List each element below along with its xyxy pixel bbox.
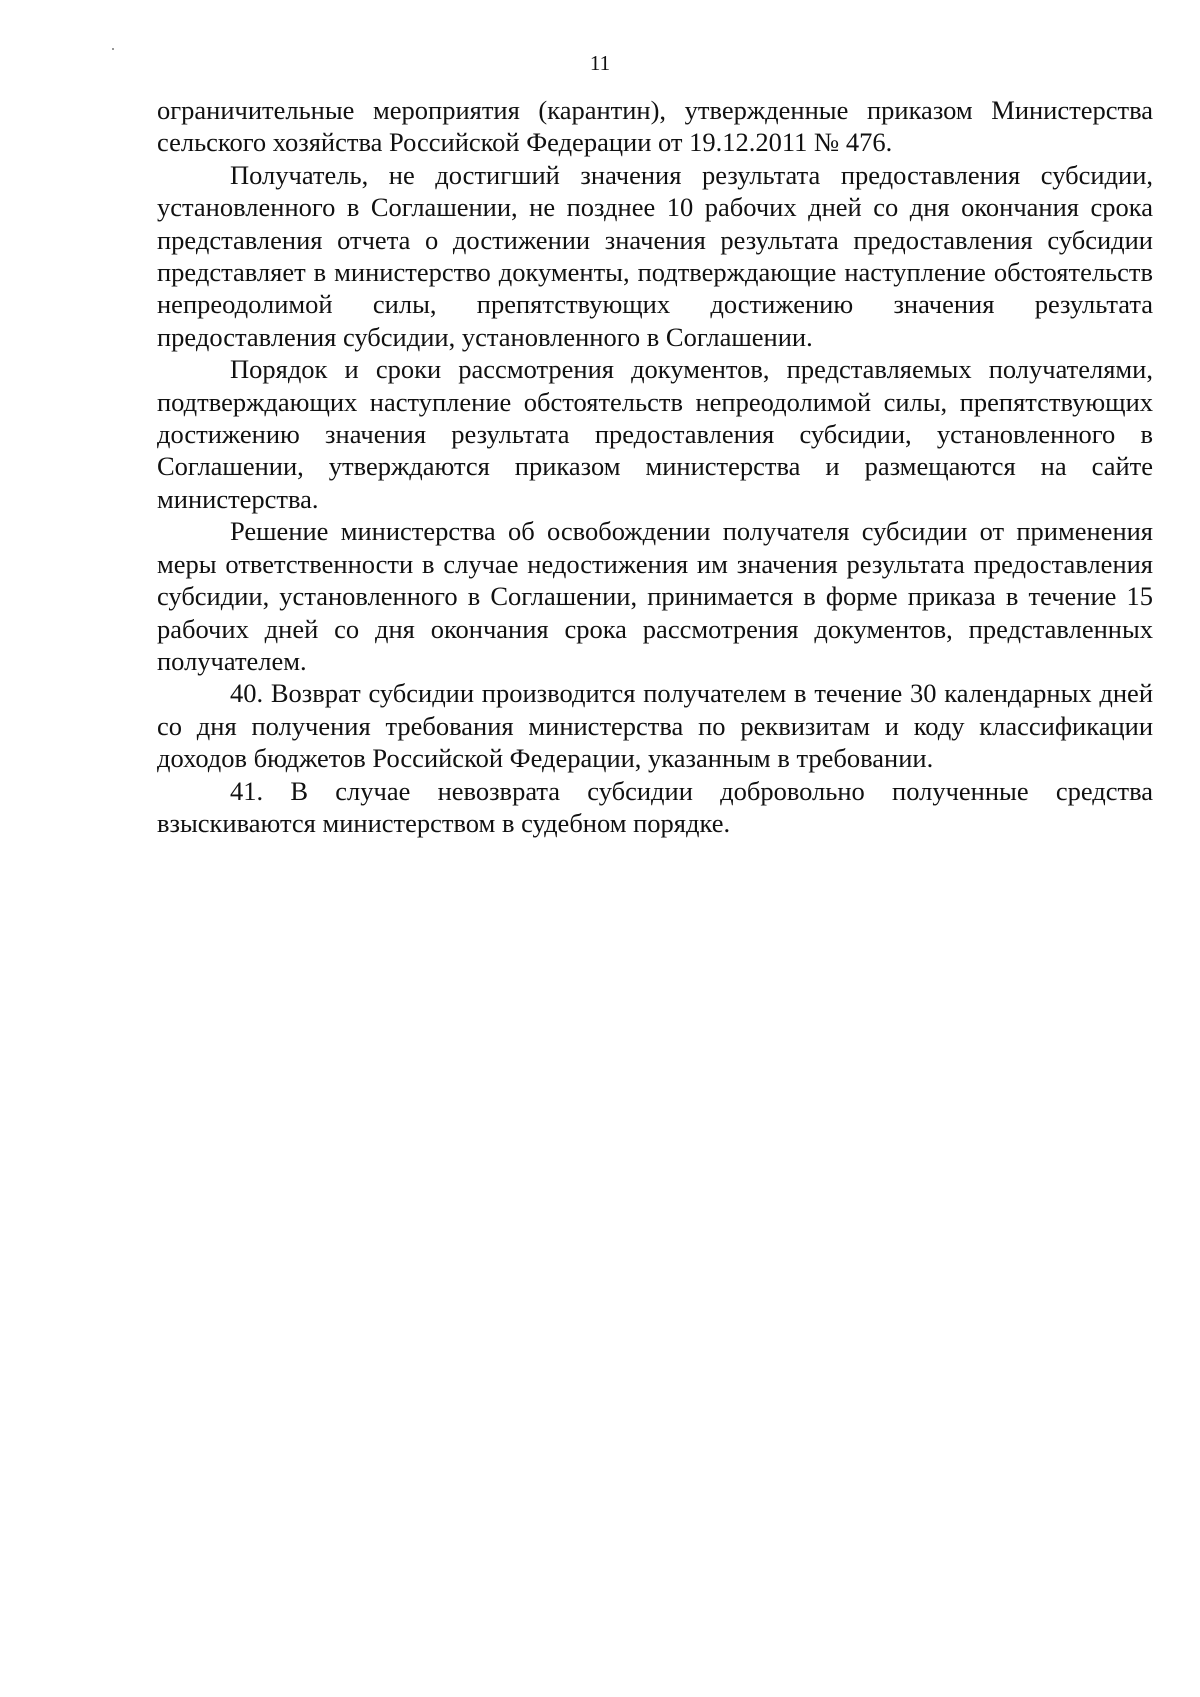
paragraph-exemption-decision: Решение министерства об освобождении получателя субсидии от применения меры ответственности в случае недостижения им значения результата предоставления субсидии, установленного в Соглашении, принимается в форме приказа в течение 15 рабочих дней со дня окончания срока рассмотрения документов, представленных получателем. xyxy=(157,516,1153,676)
paragraph-item-40-refund: 40. Возврат субсидии производится получателем в течение 30 календарных дней со дня получения требования министерства по реквизитам и коду классификации доходов бюджетов Российской Федерации, указанным в требовании. xyxy=(157,678,1153,774)
page-number: 11 xyxy=(589,51,611,75)
document-body xyxy=(157,94,1153,839)
paragraph-item-41-court-recovery: 41. В случае невозврата субсидии добровольно полученные средства взыскиваются министерством в судебном порядке. xyxy=(157,775,1153,838)
paragraph-continuation: ограничительные мероприятия (карантин), утвержденные приказом Министерства сельского хозяйства Российской Федерации от 19.12.2011 № 476. xyxy=(157,95,1153,158)
paragraph-failure-to-achieve-result: Получатель, не достигший значения результата предоставления субсидии, установленного в Соглашении, не позднее 10 рабочих дней со дня окончания срока представления отчета о достижении значения результата предоставления субсидии представляет в министерство документы, подтверждающие наступление обстоятельств непреодолимой силы, препятствующих достижению значения результата предоставления субсидии, установленного в Соглашении. xyxy=(157,159,1153,352)
paragraph-review-procedure: Порядок и сроки рассмотрения документов, представляемых получателями, подтверждающих наступление обстоятельств непреодолимой силы, препятствующих достижению значения результата предоставления субсидии, установленного в Соглашении, утверждаются приказом министерства и размещаются на сайте министерства. xyxy=(157,354,1153,514)
